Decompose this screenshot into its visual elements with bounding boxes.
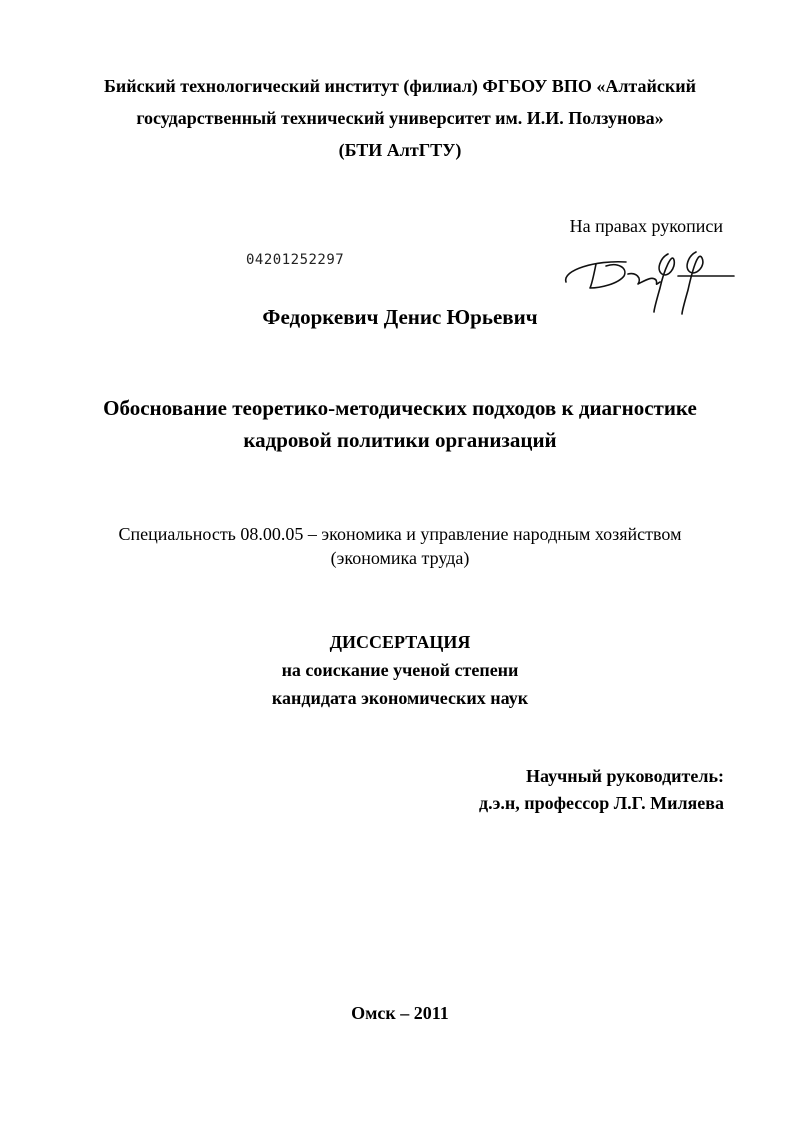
supervisor-label: Научный руководитель:	[526, 766, 724, 786]
author-name: Федоркевич Денис Юрьевич	[262, 305, 538, 329]
thesis-title-line-1: Обоснование теоретико-методических подходов к диагностике	[103, 396, 697, 420]
place-year: Омск – 2011	[351, 1003, 449, 1023]
specialty-line-1: Специальность 08.00.05 – экономика и управление народным хозяйством	[118, 524, 682, 544]
dissertation-heading: ДИССЕРТАЦИЯ	[329, 632, 471, 652]
supervisor-name: д.э.н, профессор Л.Г. Миляева	[478, 793, 724, 813]
institution-line-3: (БТИ АлтГТУ)	[338, 140, 462, 160]
specialty-line-2: (экономика труда)	[330, 548, 470, 568]
dissertation-degree-line: на соискание ученой степени	[281, 660, 519, 680]
thesis-title-line-2: кадровой политики организаций	[243, 428, 557, 452]
institution-line-2: государственный технический университет им. И.И. Ползунова»	[136, 108, 664, 128]
rights-note: На правах рукописи	[569, 216, 723, 236]
institution-line-1: Бийский технологический институт (филиал) ФГБОУ ВПО «Алтайский	[104, 76, 696, 96]
registration-code: 04201252297	[246, 252, 345, 268]
dissertation-field-line: кандидата экономических наук	[271, 688, 529, 708]
